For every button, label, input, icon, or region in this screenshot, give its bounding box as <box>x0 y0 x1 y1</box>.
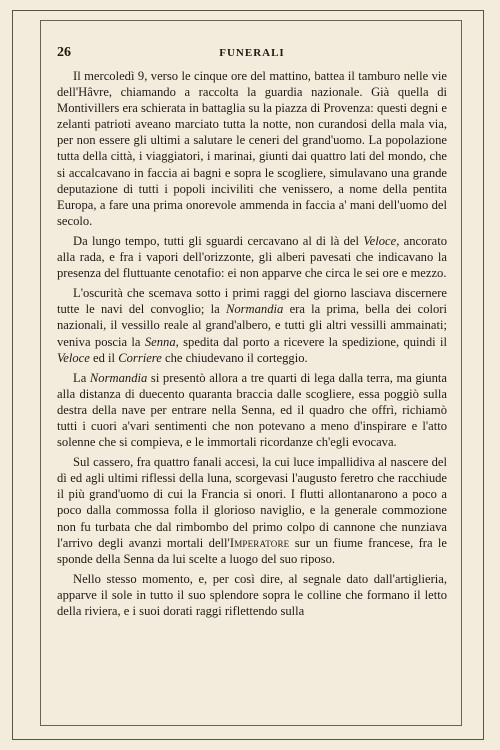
text-run: Sul cassero, fra quattro fanali accesi, la cui luce impallidiva al nascere del dì ed agli ultimi riflessi della luna, scorgevasi l'augusto feretro che racchiude il più grand'uomo di cui la Francia si onori. I flutti allontanarono a poco a poco dalla commossa folla il glorioso naviglio, e la generale commozione non fu turbata che dal rimbombo del primo colpo di cannone che nunziava l'arrivo degli avanzi mortali dell' <box>57 455 447 550</box>
italic-text: Corriere <box>118 350 162 365</box>
smallcaps-text: Imperatore <box>229 535 290 550</box>
text-run: L'oscurità che scemava sotto i primi raggi del giorno lasciava discernere tutte le navi del convoglio; la <box>57 286 447 317</box>
text-run: si presentò allora a tre quarti di lega dalla terra, ma giunta alla distanza di duecento quaranta braccia dalle scogliere, essa poggiò sulla destra della nave per entrare nella Senna, ed il quadro che offrì, richiamò tutti i cuori a'vari sentimenti che non potevano a meno d'inspirare e l'atto solenne che si compieva, e le immortali ricordanze ch'egli evocava. <box>57 370 447 450</box>
text-run: Nello stesso momento, e, per così dire, al segnale dato dall'artiglieria, apparve il sole in tutto il suo splendore sopra le colline che formano il letto della riviera, e i suoi dorati raggi riflettendo sulla <box>57 571 447 618</box>
italic-text: Normandia <box>89 370 148 385</box>
italic-text: Veloce <box>57 350 90 365</box>
text-run: Il mercoledì 9, verso le cinque ore del mattino, battea il tamburo nelle vie dell'Hâvre, chiamando a raccolta la guardia nazionale. Già quella di Montivillers era schierata in battaglia su la piazza di Provenza: questi degni e zelanti patrioti aveano marciato tutta la notte, non curandosi della mala via, per non essere gli ultimi a salutare le ceneri del grand'uomo. La popolazione tutta della città, i viaggiatori, i marinai, giunti dai quattro lati del mondo, che si accalcavano in faccia ai bagni e sopra le scogliere, simulavano una grande deputazione di tutti i popoli inciviliti che venissero, a nome della pentita Europa, a fare una prima onorevole ammenda in faccia a' mani dell'uomo del secolo. <box>57 69 447 228</box>
text-run: Da lungo tempo, tutti gli sguardi cercavano al di là del <box>73 233 364 248</box>
page-number: 26 <box>57 45 71 60</box>
paragraph <box>57 233 447 281</box>
paragraph <box>57 454 447 567</box>
paragraph <box>57 571 447 619</box>
italic-text: Veloce <box>363 233 397 248</box>
text-run: La <box>73 370 90 385</box>
text-run: che chiudevano il corteggio. <box>161 350 308 365</box>
paragraph <box>57 370 447 450</box>
text-run: , ancorato alla rada, e fra i vapori dell'orizzonte, gli alberi pavesati che indicavano la presenza del fluttuante cenotafio: ei non apparve che circa le sei ore e mezzo. <box>57 233 448 281</box>
paragraph <box>57 68 447 229</box>
body-text <box>57 68 447 619</box>
page-header <box>57 45 447 65</box>
italic-text: Senna <box>144 334 176 349</box>
text-run: era la prima, bella dei colori nazionali, il vessillo reale al grand'albero, e tutti gli altri vessilli ammainati; veniva poscia la <box>57 302 447 349</box>
italic-text: Normandia <box>225 302 284 317</box>
paragraph <box>57 285 447 365</box>
text-run: ed il <box>89 350 119 365</box>
text-run: , spedita dal porto a ricevere la spedizione, quindi il <box>175 334 447 349</box>
text-run: sur un fiume francese, fra le sponde della Senna da lui scelte a luogo del suo riposo. <box>57 535 447 566</box>
running-title: FUNERALI <box>219 47 285 59</box>
